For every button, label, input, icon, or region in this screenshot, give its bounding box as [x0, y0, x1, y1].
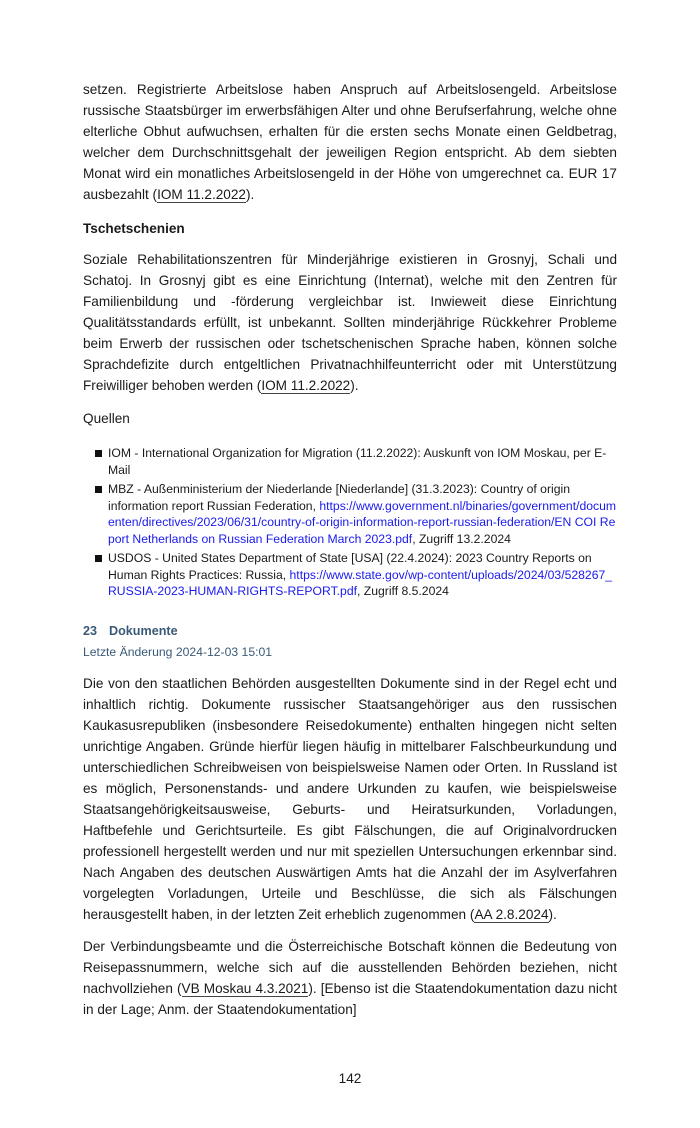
document-page	[83, 0, 617, 1020]
source-text: USDOS - United States Department of State [USA] (22.4.2024): 2023 Country Reports on Human Rights Practices: Russia,	[108, 551, 592, 582]
bullet-icon	[95, 450, 102, 457]
source-item	[95, 550, 617, 600]
citation-link[interactable]: IOM 11.2.2022	[261, 378, 351, 393]
source-url-link[interactable]: https://www.government.nl/binaries/government/documenten/directives/2023/06/31/country-of-origin-information-report-russian-federation/EN COI Report Netherlands on Russian Federation March 2023.pdf	[108, 498, 617, 546]
paragraph-text: Die von den staatlichen Behörden ausgestellten Dokumente sind in der Regel echt und inhaltlich richtig. Dokumente russischer Staatsangehöriger aus den russischen Kaukasusrepubliken (insbesondere Reisedokumente) enthalten hingegen nicht selten unrichtige Angaben. Gründe hierfür liegen häufig in mittelbarer Falschbeurkundung und unterschiedlichen Schreibweisen von beispielsweise Namen oder Orten. In Russland ist es möglich, Personenstands- und andere Urkunden zu kaufen, wie beispielsweise Staatsangehörigkeitsausweise, Geburts- und Heiratsurkunden, Vorladungen, Haftbefehle und Gerichtsurteile. Es gibt Fälschungen, die auf Originalvordrucken professionell hergestellt werden und nur mit speziellen Untersuchungen erkennbar sind. Nach Angaben des deutschen Auswärtigen Amts hat die Anzahl der im Asylverfahren vorgelegten Vorladungen, Urteile und Beschlüsse, die sich als Fälschungen herausgestellt haben, in der letzten Zeit erheblich zugenommen (	[83, 675, 617, 922]
section-title: Dokumente	[109, 623, 178, 638]
section-number: 23	[83, 623, 98, 638]
citation-link[interactable]: IOM 11.2.2022	[157, 187, 246, 202]
paragraph-documents	[83, 673, 617, 925]
sources-list	[83, 445, 617, 600]
subheading-chechnya: Tschetschenien	[83, 221, 185, 236]
citation-link[interactable]: AA 2.8.2024	[474, 906, 549, 922]
source-text: MBZ - Außenministerium der Niederlande [Niederlande] (31.3.2023): Country of origin information report Russian Federation,	[108, 482, 570, 513]
paragraph-text: Soziale Rehabilitationszentren für Minderjährige existieren in Grosnyj, Schali und Schatoj. In Grosnyj gibt es eine Einrichtung (Internat), welche mit den Zentren für Familienbildung und -förderung vergleichbar ist. Inwieweit diese Einrichtung Qualitätsstandards erfüllt, ist unbekannt. Sollten minderjährige Rückkehrer Probleme beim Erwerb der russischen oder tschetschenischen Sprache haben, können solche Sprachdefizite durch entgeltlichen Privatnachhilfeunterricht oder mit Unterstützung Freiwilliger behoben werden (	[83, 252, 617, 393]
source-text: IOM - International Organization for Migration (11.2.2022): Auskunft von IOM Moskau, per E-Mail	[108, 446, 607, 477]
source-item	[95, 481, 617, 547]
source-access-date: , Zugriff 13.2.2024	[412, 531, 511, 546]
paragraph-passport-numbers	[83, 936, 617, 1020]
paragraph-text-end: ).	[548, 906, 557, 922]
paragraph-text-end: ).	[350, 378, 359, 393]
page-number: 142	[338, 1070, 362, 1086]
paragraph-text: setzen. Registrierte Arbeitslose haben Anspruch auf Arbeitslosengeld. Arbeitslose russische Staatsbürger im erwerbsfähigen Alter und ohne Berufserfahrung, welche ohne elterliche Obhut aufwuchsen, erhalten für die ersten sechs Monate einen Geldbetrag, welcher dem Durchschnittsgehalt der jeweiligen Region entspricht. Ab dem siebten Monat wird ein monatliches Arbeitslosengeld in der Höhe von umgerechnet ca. EUR 17 ausbezahlt (	[83, 82, 617, 202]
last-changed: Letzte Änderung 2024-12-03 15:01	[83, 644, 273, 659]
paragraph-unemployment	[83, 79, 617, 205]
section-heading	[83, 623, 617, 639]
paragraph-text: Der Verbindungsbeamte und die Österreichische Botschaft können die Bedeutung von Reisepassnummern, welche sich auf die ausstellenden Behörden beziehen, nicht nachvollziehen (	[83, 938, 617, 996]
source-url-link[interactable]: https://www.state.gov/wp-content/uploads/2024/03/528267_RUSSIA-2023-HUMAN-RIGHTS-REPORT.pdf	[108, 567, 613, 598]
bullet-icon	[95, 486, 102, 493]
sources-label: Quellen	[83, 411, 130, 426]
source-item	[95, 445, 617, 478]
bullet-icon	[95, 555, 102, 562]
paragraph-text-end: ).	[245, 187, 255, 202]
source-access-date: , Zugriff 8.5.2024	[357, 584, 449, 598]
citation-link[interactable]: VB Moskau 4.3.2021	[181, 980, 309, 996]
paragraph-text-end: ). [Ebenso ist die Staatendokumentation dazu nicht in der Lage; Anm. der Staatendokumentation]	[83, 980, 617, 1017]
paragraph-chechnya	[83, 249, 617, 396]
